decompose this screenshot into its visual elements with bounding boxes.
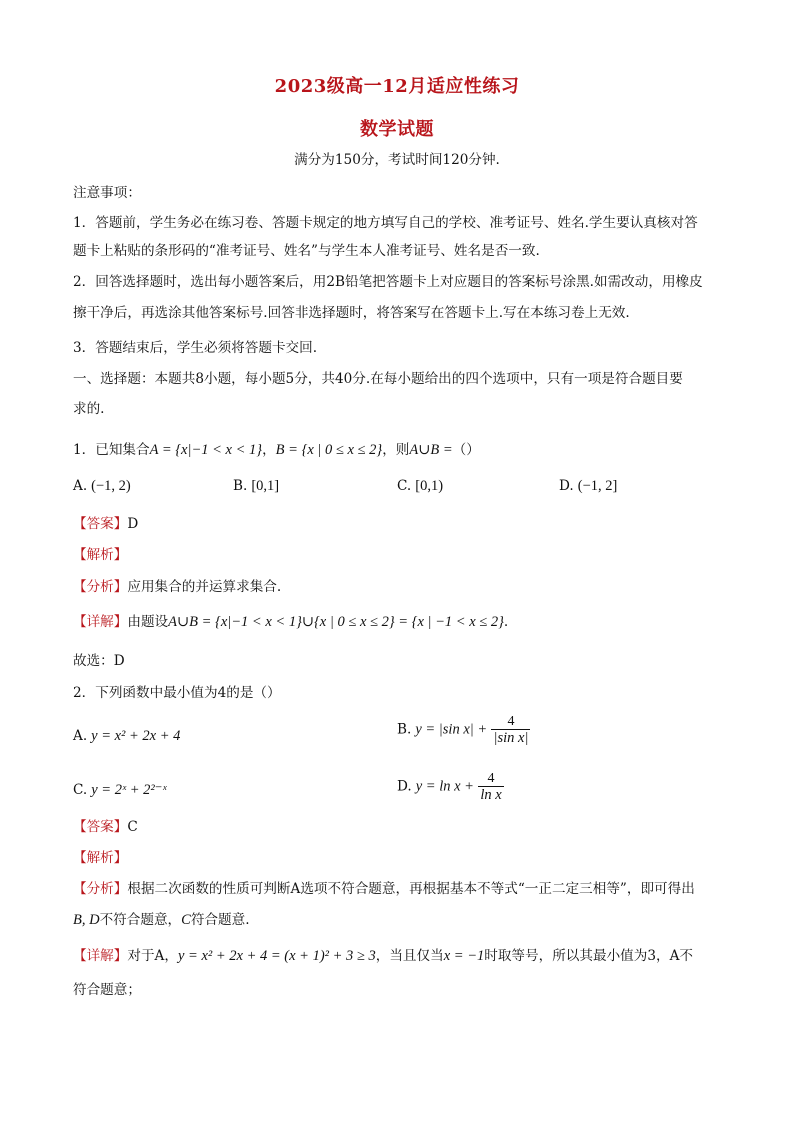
q1-suffix: ，则: [382, 442, 410, 458]
q1-stem: [73, 440, 723, 460]
q1-set-b: B = {x | 0 ≤ x ≤ 2}: [275, 442, 383, 458]
q1-detail: 【详解】由题设A∪B = {x|−1 < x < 1}∪{x | 0 ≤ x ≤ 2} = {x | −1 < x ≤ 2}.: [73, 614, 509, 630]
answer-tag: 【答案】: [73, 819, 128, 835]
q2-answer-value: C: [127, 819, 138, 835]
q1-option-b: B. [0,1]: [233, 478, 280, 494]
notice-item-1-line-2: 题卡上粘贴的条形码的“准考证号、姓名”与学生本人准考证号、姓名是否一致.: [73, 243, 540, 259]
q1-option-a: A. (−1, 2): [73, 478, 131, 494]
q2-stem: 2．下列函数中最小值为4的是（）: [73, 685, 281, 701]
q1-answer: [73, 514, 723, 534]
q2-option-b: B. y = |sin x| + $\frac{4}{\text{|sin x|}}$: [397, 714, 529, 746]
notice-item-3: 3．答题结束后，学生必须将答题卡交回.: [73, 340, 318, 356]
q2-option-b-fraction: $\frac{4}{\text{|sin x|}}$: [493, 714, 529, 746]
q2-fenxi-line-2: B, D不符合题意，C符合题意.: [73, 912, 250, 928]
q2-fenxi-line-1: 【分析】根据二次函数的性质可判断A选项不符合题意，再根据基本不等式“一正二定三相等”，即可得出: [73, 881, 695, 897]
q1-prefix: 1．已知集合: [73, 442, 150, 458]
q1-sep: ，: [262, 442, 276, 458]
answer-tag: 【答案】: [73, 516, 128, 532]
section-1-line-2: 求的.: [73, 401, 105, 417]
notice-item-1-line-1: 1．答题前，学生务必在练习卷、答题卡规定的地方填写自己的学校、准考证号、姓名.学生要认真核对答: [73, 215, 698, 231]
q2-answer: [73, 817, 723, 837]
q1-paren: （）: [452, 442, 480, 458]
page-title: 2023级高一12月适应性练习: [274, 76, 520, 97]
q2-option-c: C. y = 2ˣ + 2²⁻ˣ: [73, 782, 167, 798]
q1-conclusion: 故选：D: [73, 653, 125, 669]
q2-option-d: D. y = ln x + $\frac{4}{\text{ln x}}$: [397, 771, 502, 803]
q2-analysis-tag: 【解析】: [73, 850, 128, 866]
q1-option-c: C. [0,1): [397, 478, 444, 494]
score-info: 满分为150分，考试时间120分钟.: [294, 152, 500, 168]
notice-item-2-line-2: 擦干净后，再选涂其他答案标号.回答非选择题时，将答案写在答题卡上.写在本练习卷上无效.: [73, 305, 630, 321]
notice-item-2-line-1: 2．回答选择题时，选出每小题答案后，用2B铅笔把答题卡上对应题目的答案标号涂黑.如需改动，用橡皮: [73, 274, 703, 290]
q2-option-d-fraction: $\frac{4}{\text{ln x}}$: [480, 771, 502, 803]
q1-set-a: A = {x|−1 < x < 1}: [149, 442, 263, 458]
q1-expr: A∪B =: [409, 442, 453, 458]
q1-answer-value: D: [127, 516, 139, 532]
notice-heading: 注意事项：: [73, 185, 141, 201]
q2-detail: 【详解】对于A，y = x² + 2x + 4 = (x + 1)² + 3 ≥ 3，当且仅当x = −1时取等号，所以其最小值为3，A不: [73, 948, 694, 964]
q2-option-a: A. y = x² + 2x + 4: [73, 728, 181, 744]
page-subtitle: 数学试题: [360, 119, 434, 140]
q1-analysis-tag: 【解析】: [73, 547, 128, 563]
section-1-line-1: 一、选择题：本题共8小题，每小题5分，共40分.在每小题给出的四个选项中，只有一项是符合题目要: [73, 371, 683, 387]
q1-fenxi: 【分析】应用集合的并运算求集合.: [73, 579, 282, 595]
q1-option-d: D. (−1, 2]: [559, 478, 618, 494]
q2-detail-line-2: 符合题意；: [73, 982, 141, 998]
